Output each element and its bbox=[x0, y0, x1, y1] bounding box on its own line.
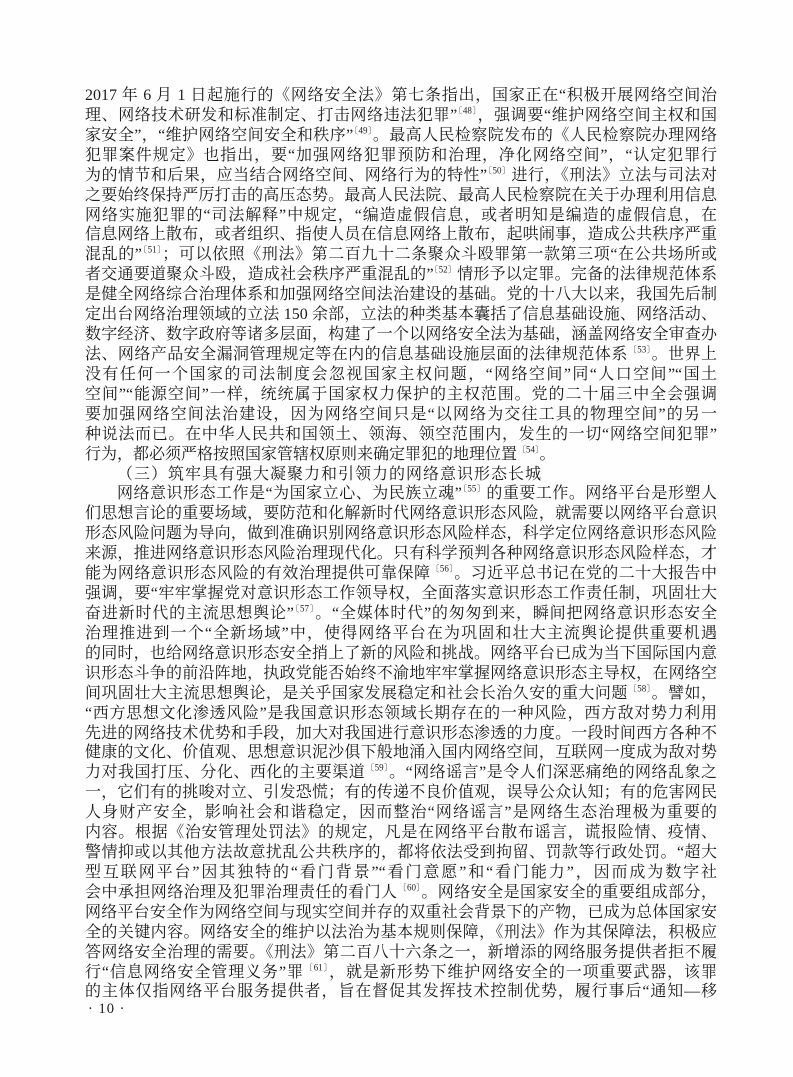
text-line bbox=[85, 146, 717, 166]
text-run: 行“信息网络安全管理义务”罪 bbox=[85, 963, 304, 981]
text-run: 全的关键内容。网络安全的维护以法治为基本规则保障，《刑法》作为其保障法，积极应 bbox=[85, 923, 717, 941]
text-run: 进行，《刑法》立法与司法对 bbox=[511, 166, 717, 184]
text-line bbox=[85, 624, 717, 644]
text-line bbox=[85, 285, 717, 305]
text-run: 人身财产安全，影响社会和谐稳定，因而整治“网络谣言”是网络生态治理极为重要的 bbox=[85, 804, 717, 822]
text-line bbox=[85, 405, 717, 425]
text-run: 理、网络技术研发和标准制定、打击网络违法犯罪” bbox=[85, 106, 458, 124]
text-line bbox=[85, 345, 717, 365]
footnote-reference: 〔58〕 bbox=[627, 683, 652, 694]
text-run: 来源，推进网络意识形态风险治理现代化。只有科学预判各种网络意识形态风险样态，才 bbox=[85, 545, 717, 563]
text-run: 型互联网平台”因其独特的“看门背景”“看门意愿”和“看门能力”，因而成为数字社 bbox=[85, 863, 717, 881]
text-line bbox=[85, 206, 717, 226]
text-line bbox=[85, 923, 717, 943]
footnote-reference: 〔50〕 bbox=[487, 165, 512, 176]
text-line bbox=[85, 544, 717, 564]
text-line bbox=[85, 803, 717, 823]
text-line bbox=[85, 943, 717, 963]
text-run: 。譬如， bbox=[651, 684, 717, 702]
text-run: 们思想言论的重要场域，要防范和化解新时代网络意识形态风险，就需要以网络平台意识 bbox=[85, 505, 717, 523]
text-run: 答网络安全治理的需要。《刑法》第二百八十六条之一，新增添的网络服务提供者拒不履 bbox=[85, 943, 717, 961]
text-run: 没有任何一个国家的司法制度会忽视国家主权问题，“网络空间”同“人口空间”“国土 bbox=[85, 365, 717, 383]
text-run: 。 bbox=[539, 445, 556, 463]
text-run: 奋进新时代的主流思想舆论” bbox=[85, 604, 294, 622]
text-line bbox=[85, 664, 717, 684]
footnote-reference: 〔57〕 bbox=[293, 603, 316, 614]
text-line bbox=[85, 465, 717, 485]
footnote-reference: 〔59〕 bbox=[365, 763, 390, 774]
footnote-reference: 〔56〕 bbox=[430, 564, 455, 574]
text-line bbox=[85, 305, 717, 325]
text-run: 的主体仅指网络平台服务提供者，旨在督促其发挥技术控制优势，履行事后“通知—移 bbox=[85, 983, 717, 1001]
text-line bbox=[85, 385, 717, 405]
footnote-reference: 〔55〕 bbox=[461, 484, 487, 495]
text-run: 内容。根据《治安管理处罚法》的规定，凡是在网络平台散布谣言，谎报险情、疫情、 bbox=[85, 824, 717, 842]
text-run: 种说法而已。在中华人民共和国领土、领海、领空范围内，发生的一切“网络空间犯罪” bbox=[85, 425, 717, 443]
footnote-reference: 〔52〕 bbox=[433, 265, 458, 275]
paragraph-continuation bbox=[85, 86, 717, 465]
text-line bbox=[85, 445, 717, 465]
text-run: 会中承担网络治理及犯罪治理责任的看门人 bbox=[85, 883, 398, 901]
footnote-reference: 〔49〕 bbox=[353, 125, 373, 136]
text-line bbox=[85, 704, 717, 724]
footnote-reference: 〔53〕 bbox=[627, 344, 652, 355]
text-run: 行为，都必须严格按照国家管辖权原则来确定罪犯的地理位置 bbox=[85, 445, 518, 463]
text-run: 为的情节和后果，应当结合网络空间、网络行为的特性” bbox=[85, 166, 488, 184]
text-run: 网络意识形态工作是“为国家立心、为民族立魂” bbox=[117, 485, 462, 503]
text-line bbox=[85, 743, 717, 763]
text-line bbox=[85, 365, 717, 385]
text-line bbox=[85, 265, 717, 285]
text-run: 先进的网络技术优势和手段，加大对我国进行意识形态渗透的力度。一段时间西方各种不 bbox=[85, 724, 717, 742]
footnote-reference: 〔60〕 bbox=[397, 882, 422, 893]
text-run: 家安全”，“维护网络空间安全和秩序” bbox=[85, 126, 354, 144]
page-number: · 10 · bbox=[88, 1001, 126, 1017]
text-run: 的同时，也给网络意识形态安全捎上了新的风险和挑战。网络平台已成为当下国际国内意 bbox=[85, 644, 717, 662]
text-line bbox=[85, 982, 717, 1002]
text-run: 健康的文化、价值观、思想意识泥沙俱下般地涌入国内网络空间，互联网一度成为敌对势 bbox=[85, 744, 717, 762]
text-run: 定出台网络治理领域的立法 150 余部，立法的种类基本囊括了信息基础设施、网络活动、 bbox=[85, 306, 717, 324]
text-line bbox=[85, 823, 717, 843]
text-line bbox=[85, 524, 717, 544]
text-run: ；可以依照《刑法》第二百九十二条聚众斗殴罪第一款第三项“在公共场所或 bbox=[162, 246, 717, 264]
text-line bbox=[85, 504, 717, 524]
paragraph-body bbox=[85, 484, 717, 1002]
text-run: 。“全媒体时代”的匆匆到来，瞬间把网络意识形态安全 bbox=[315, 604, 717, 622]
text-line bbox=[85, 863, 717, 883]
text-line bbox=[85, 106, 717, 126]
text-line bbox=[85, 186, 717, 206]
text-line bbox=[85, 245, 717, 265]
text-line bbox=[85, 903, 717, 923]
text-line bbox=[85, 564, 717, 584]
text-run: 治理推进到一个“全新场域”中，使得网络平台在为巩固和壮大主流舆论提供重要机遇 bbox=[85, 624, 717, 642]
text-body bbox=[85, 86, 717, 1002]
text-run: 。习近平总书记在党的二十大报告中 bbox=[454, 565, 717, 583]
text-line bbox=[85, 883, 717, 903]
text-run: 者交通要道聚众斗殴，造成社会秩序严重混乱的” bbox=[85, 266, 434, 284]
text-line bbox=[85, 166, 717, 186]
footnote-reference: 〔61〕 bbox=[303, 962, 330, 973]
text-line bbox=[85, 425, 717, 445]
text-run: 。网络安全是国家安全的重要组成部分， bbox=[421, 883, 717, 901]
text-run: 识形态斗争的前沿阵地，执政党能否始终不渝地牢牢掌握网络意识形态主导权，在网络空 bbox=[85, 664, 717, 682]
text-line bbox=[85, 843, 717, 863]
text-line bbox=[85, 604, 717, 624]
text-run: 的重要工作。网络平台是形塑人 bbox=[486, 485, 717, 503]
text-run: 。“网络谣言”是令人们深恶痛绝的网络乱象之 bbox=[389, 764, 717, 782]
text-run: 法、网络产品安全漏洞管理规定等在内的信息基础设施层面的法律规范体系 bbox=[85, 345, 628, 363]
text-run: 2017 年 6 月 1 日起施行的《网络安全法》第七条指出，国家正在“积极开展网络空间治 bbox=[85, 87, 717, 104]
text-run: 形态风险问题为导向，做到准确识别网络意识形态风险样态，科学定位网络意识形态风险 bbox=[85, 525, 717, 543]
text-line bbox=[85, 644, 717, 664]
text-run: “西方思想文化渗透风险”是我国意识形态领域长期存在的一种风险，西方敌对势力利用 bbox=[85, 704, 717, 722]
footnote-reference: 〔54〕 bbox=[517, 444, 540, 455]
text-line bbox=[85, 763, 717, 783]
text-run: ，强调要“维护网络空间主权和国 bbox=[477, 106, 717, 124]
text-line bbox=[85, 783, 717, 803]
text-run: 一，它们有的挑唆对立、引发恐慌；有的传递不良价值观，误导公众认知；有的危害网民 bbox=[85, 784, 717, 802]
text-run: 警情抑或以其他方法故意扰乱公共秩序的，都将依法受到拘留、罚款等行政处罚。“超大 bbox=[85, 844, 717, 862]
text-run: 要加强网络空间法治建设，因为网络空间只是“以网络为交往工具的物理空间”的另一 bbox=[85, 405, 717, 423]
text-line bbox=[85, 86, 717, 106]
text-run: 数字经济、数字政府等诸多层面，构建了一个以网络安全法为基础，涵盖网络安全审查办 bbox=[85, 326, 717, 344]
text-line bbox=[85, 584, 717, 604]
text-line bbox=[85, 963, 717, 983]
text-line bbox=[85, 225, 717, 245]
text-line bbox=[85, 684, 717, 704]
text-run: 网络平台安全作为网络空间与现实空间并存的双重社会背景下的产物，已成为总体国家安 bbox=[85, 903, 717, 921]
text-run: 间巩固壮大主流思想舆论，是关乎国家发展稳定和社会长治久安的重大问题 bbox=[85, 684, 628, 702]
text-run: 能为网络意识形态风险的有效治理提供可靠保障 bbox=[85, 565, 431, 583]
text-run: 。最高人民检察院发布的《人民检察院办理网络 bbox=[372, 126, 717, 144]
text-run: 力对我国打压、分化、西化的主要渠道 bbox=[85, 764, 366, 782]
text-run: 情形予以定罪。完备的法律规范体系 bbox=[457, 266, 717, 284]
text-run: 是健全网络综合治理体系和加强网络空间法治建设的基础。党的十八大以来，我国先后制 bbox=[85, 286, 717, 304]
text-line bbox=[85, 724, 717, 744]
footnote-reference: 〔51〕 bbox=[141, 245, 163, 256]
text-line bbox=[85, 126, 717, 146]
text-run: 。世界上 bbox=[651, 345, 717, 363]
footnote-reference: 〔48〕 bbox=[457, 105, 478, 116]
section-heading bbox=[85, 465, 717, 485]
text-run: ，就是新形势下维护网络安全的一项重要武器，该罪 bbox=[329, 963, 717, 981]
text-run: 强调，要“牢牢掌握党对意识形态工作领导权，全面落实意识形态工作责任制，巩固壮大 bbox=[85, 585, 717, 603]
text-run: 混乱的” bbox=[85, 246, 142, 264]
text-run: 之要始终保持严厉打击的高压态势。最高人民法院、最高人民检察院在关于办理利用信息 bbox=[85, 186, 717, 204]
text-run: 空间”“能源空间”一样，统统属于国家权力保护的主权范围。党的二十届三中全会强调 bbox=[85, 385, 717, 403]
text-line bbox=[85, 325, 717, 345]
text-run: （三）筑牢具有强大凝聚力和引领力的网络意识形态长城 bbox=[117, 465, 543, 483]
text-run: 网络实施犯罪的“司法解释”中规定，“编造虚假信息，或者明知是编造的虚假信息，在 bbox=[85, 206, 717, 224]
text-line bbox=[85, 484, 717, 504]
text-run: 犯罪案件规定》也指出，要“加强网络犯罪预防和治理，净化网络空间”，“认定犯罪行 bbox=[85, 146, 717, 164]
text-run: 信息网络上散布，或者组织、指使人员在信息网络上散布，起哄闹事，造成公共秩序严重 bbox=[85, 226, 717, 244]
